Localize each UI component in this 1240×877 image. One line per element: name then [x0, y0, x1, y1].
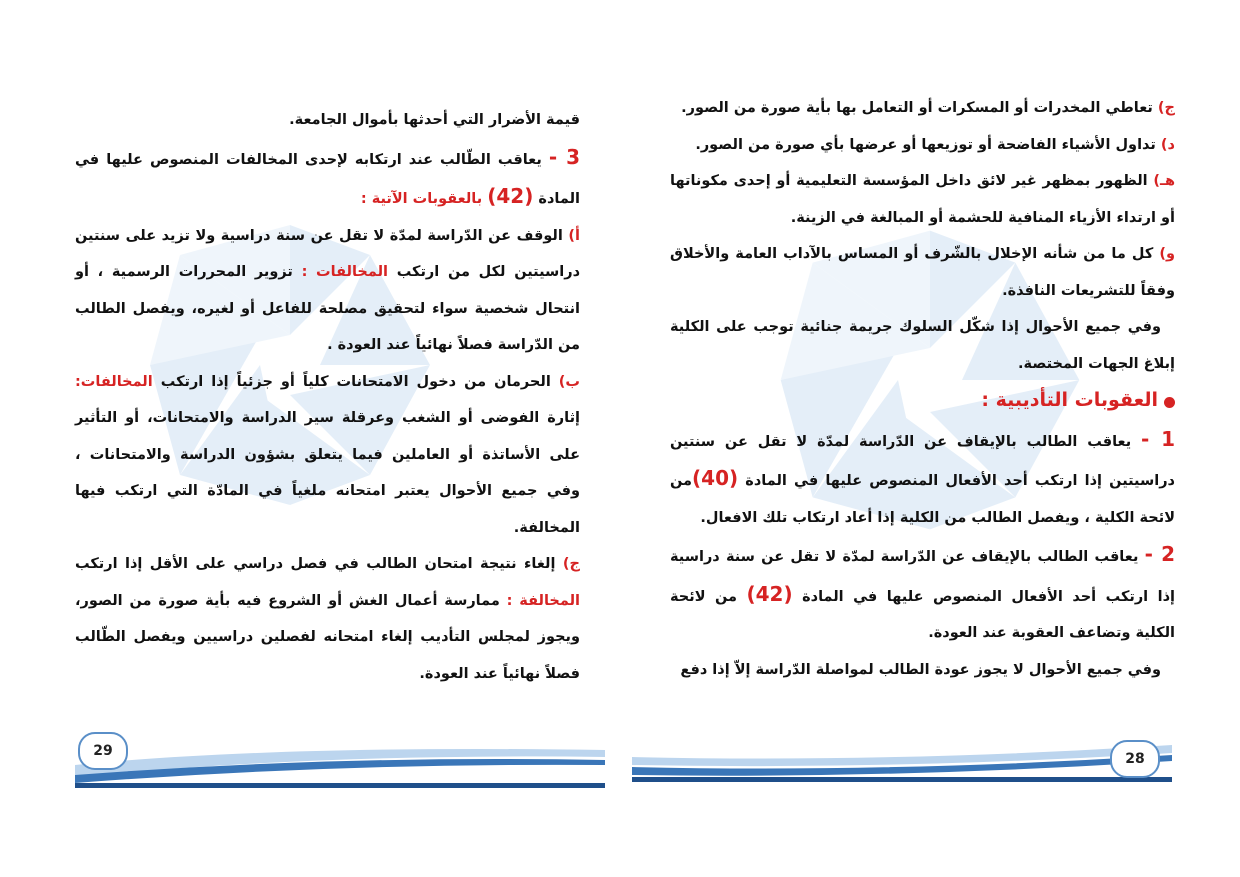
- right-page: [620, 0, 1240, 877]
- item-j: ج) تعاطي المخدرات أو المسكرات أو التعامل بها بأية صورة من الصور.: [681, 100, 1175, 116]
- left-text-column: [75, 102, 580, 692]
- item-number: 2 -: [1144, 542, 1175, 566]
- item-3: 3 - يعاقب الطّالب عند ارتكابه لإحدى المخالفات المنصوص عليها في المادة (42) بالعقوبات الآتية :: [75, 144, 580, 208]
- page-number-badge: 29: [78, 732, 128, 770]
- item-w: و) كل ما من شأنه الإخلال بالشّرف أو المساس بالآداب العامة والأخلاق وفقاً للتشريعات النافذة.: [670, 246, 1175, 299]
- item-label: أ): [568, 227, 580, 244]
- paragraph: وفي جميع الأحوال إذا شكّل السلوك جريمة جنائية توجب على الكلية إبلاغ الجهات المختصة.: [670, 319, 1175, 372]
- bullet-icon: [1164, 397, 1175, 408]
- item-c: ج) إلغاء نتيجة امتحان الطالب في فصل دراسي على الأقل إذا ارتكب المخالفة : ممارسة أعمال الغش أو الشروع فيه بأية صورة من الصور، ويجوز لمجلس التأديب إلغاء امتحانه لفصلين دراسيين ويفصل الطّالب فصلاً نهائياً عند العودة.: [75, 556, 580, 682]
- page-number-badge: 28: [1110, 740, 1160, 778]
- wave-band-footer-right: [632, 735, 1172, 790]
- item-label: ب): [558, 373, 580, 390]
- section-heading: العقوبات التأديبية :: [670, 382, 1175, 421]
- article-number: (42): [746, 581, 793, 606]
- paragraph: وفي جميع الأحوال لا يجوز عودة الطالب لمواصلة الدّراسة إلاّ إذا دفع: [680, 661, 1161, 678]
- item-2: 2 - يعاقب الطالب بالإيقاف عن الدّراسة لمدّة لا تقل عن سنة دراسية إذا ارتكب أحد الأفعال المنصوص عليها في المادة (42) من لائحة الكلية وتضاعف العقوبة عند العودة.: [670, 542, 1176, 641]
- item-1: 1 - يعاقب الطالب بالإيقاف عن الدّراسة لمدّة لا تقل عن سنتين دراسيتين إذا ارتكب أحد الأفعال المنصوص عليها في المادة (40)من لائحة الكلية ، ويفصل الطالب من الكلية إذا أعاد ارتكاب تلك الافعال.: [670, 426, 1175, 526]
- item-number: 3 -: [548, 144, 580, 169]
- article-number: (40): [692, 466, 739, 490]
- item-d: د) تداول الأشياء الفاضحة أو توزيعها أو عرضها بأي صورة من الصور.: [695, 136, 1175, 153]
- item-b: ب) الحرمان من دخول الامتحانات كلياً أو جزئياً إذا ارتكب المخالفات: إثارة الفوضى أو الشغب وعرقلة سير الدراسة والامتحانات، أو التأثير على الأساتذة أو العاملين فيما يتعلق بشؤون الدراسة والامتحانات ، وفي جميع الأحوال يعتبر امتحانه ملغياً في المادّة التي ارتكب فيها المخالفة.: [75, 373, 580, 536]
- item-h: هـ) الظهور بمظهر غير لائق داخل المؤسسة التعليمية أو إحدى مكوناتها أو ارتداء الأزياء المنافية للحشمة أو المبالغة في الزينة.: [670, 173, 1175, 226]
- article-number: (42): [487, 184, 534, 208]
- paragraph: قيمة الأضرار التي أحدثها بأموال الجامعة.: [289, 112, 580, 128]
- right-text-column: [670, 90, 1175, 688]
- item-a: أ) الوقف عن الدّراسة لمدّة لا تقل عن سنة دراسية ولا تزيد على سنتين دراسيتين لكل من ارتكب المخالفات : تزوير المحررات الرسمية ، أو انتحال شخصية سواء لتحقيق مصلحة للفاعل أو لغيره، ويفصل الطالب من الدّراسة فصلاً نهائياً عند العودة .: [75, 227, 581, 353]
- item-number: 1 -: [1141, 426, 1175, 451]
- item-label: ج): [562, 556, 580, 572]
- wave-band-footer-left: [75, 735, 605, 790]
